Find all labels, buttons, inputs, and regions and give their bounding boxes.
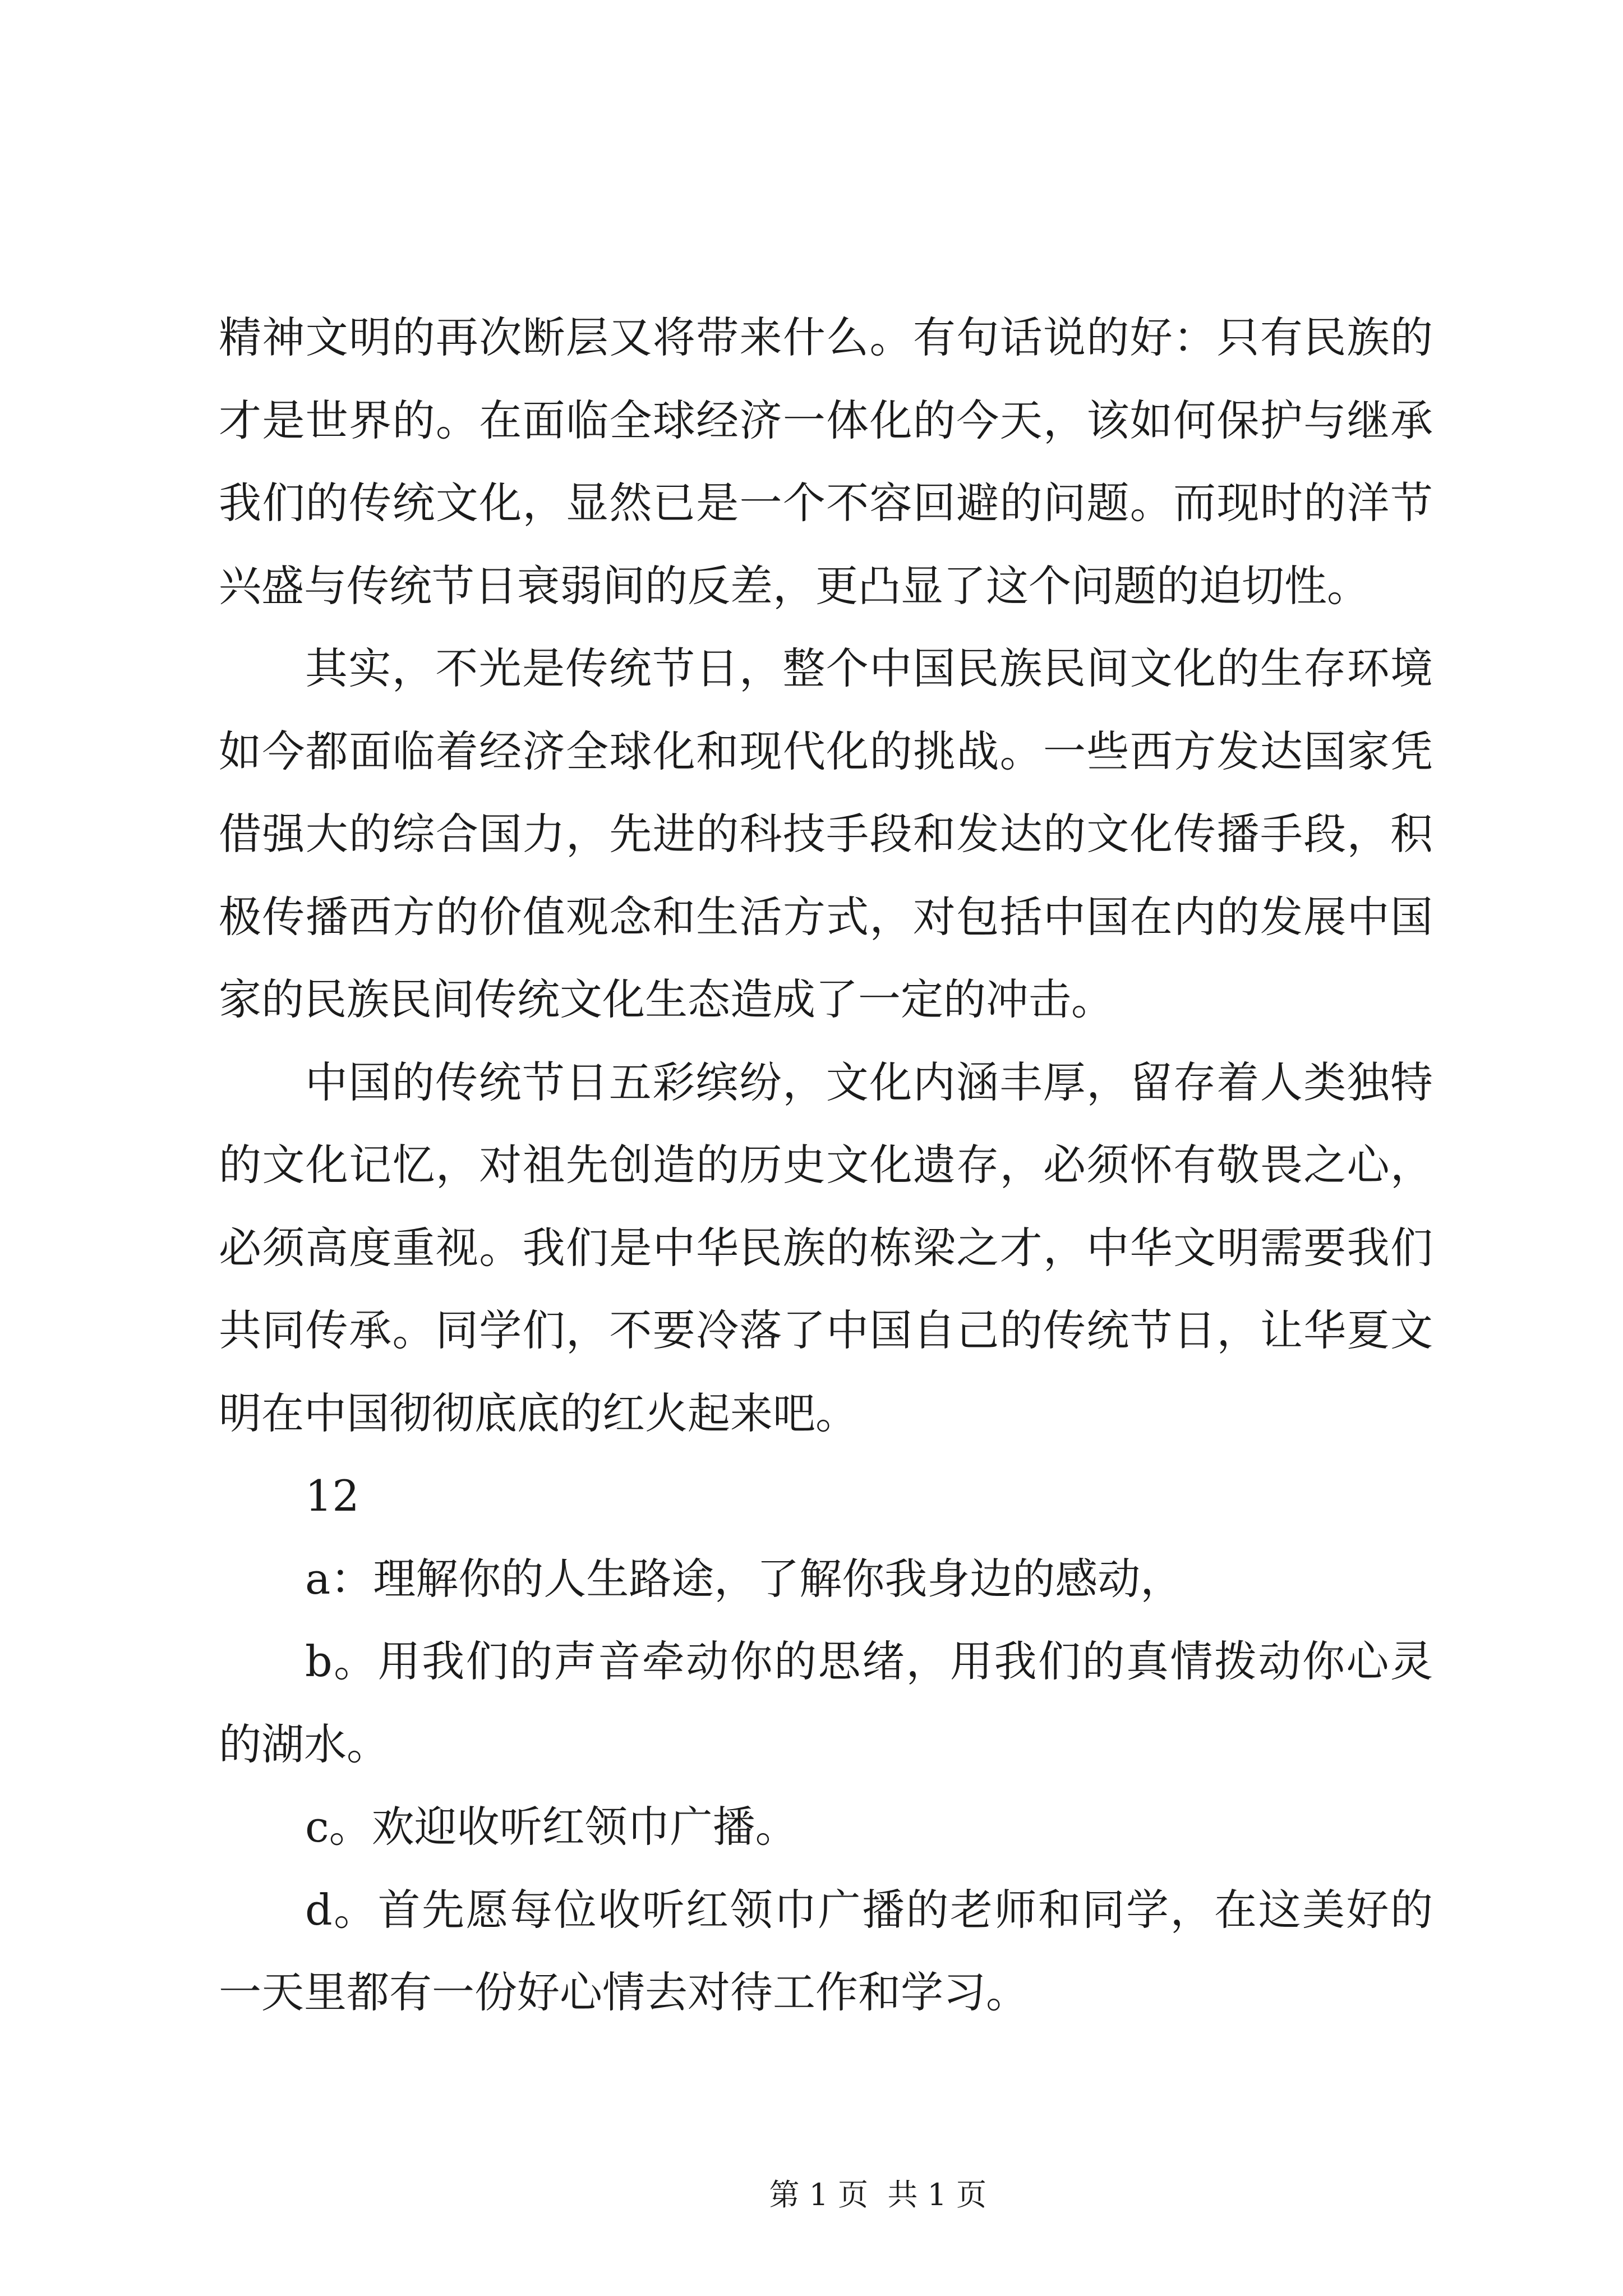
paragraph-3 [219,1041,1433,1455]
text-line: 的文化记忆，对祖先创造的历史文化遗存，必须怀有敬畏之心， [219,1140,1433,1190]
text-line: 12 [305,1471,359,1521]
text-line: 家的民族民间传统文化生态造成了一定的冲击。 [219,974,1114,1024]
text-line: 精神文明的再次断层又将带来什么。有句话说的好：只有民族的 [219,312,1433,362]
text-line: 极传播西方的价值观念和生活方式，对包括中国在内的发展中国 [219,891,1433,942]
section-number [219,1455,1433,1538]
paragraph-1 [219,296,1433,627]
document-body [219,296,1433,2034]
text-line: 如今都面临着经济全球化和现代化的挑战。一些西方发达国家凭 [219,726,1433,776]
text-line: 才是世界的。在面临全球经济一体化的今天，该如何保护与继承 [219,395,1433,445]
paragraph-a [219,1538,1433,1621]
text-line: 其实，不光是传统节日，整个中国民族民间文化的生存环境 [305,643,1433,693]
text-line: 中国的传统节日五彩缤纷，文化内涵丰厚，留存着人类独特 [305,1057,1433,1107]
text-line: 的湖水。 [219,1719,389,1769]
text-line: c。欢迎收听红领巾广播。 [305,1802,798,1852]
text-line: 兴盛与传统节日衰弱间的反差，更凸显了这个问题的迫切性。 [219,560,1370,611]
paragraph-b [219,1620,1433,1786]
text-line: d。首先愿每位收听红领巾广播的老师和同学，在这美好的 [305,1884,1433,1935]
page-number-label: 第 1 页 共 1 页 [769,2177,987,2212]
page-footer [690,2136,1027,2254]
text-line: 必须高度重视。我们是中华民族的栋梁之才，中华文明需要我们 [219,1222,1433,1273]
text-line: 一天里都有一份好心情去对待工作和学习。 [219,1967,1029,2017]
paragraph-2 [219,627,1433,1041]
text-line: 明在中国彻彻底底的红火起来吧。 [219,1388,858,1438]
paragraph-c [219,1786,1433,1869]
text-line: 共同传承。同学们，不要冷落了中国自己的传统节日，让华夏文 [219,1305,1433,1355]
text-line: a：理解你的人生路途，了解你我身边的感动， [305,1553,1183,1604]
text-line: 我们的传统文化，显然已是一个不容回避的问题。而现时的洋节 [219,478,1433,528]
text-line: 借强大的综合国力，先进的科技手段和发达的文化传播手段，积 [219,809,1433,859]
paragraph-d [219,1869,1433,2034]
text-line: b。用我们的声音牵动你的思绪，用我们的真情拨动你心灵 [305,1636,1433,1686]
